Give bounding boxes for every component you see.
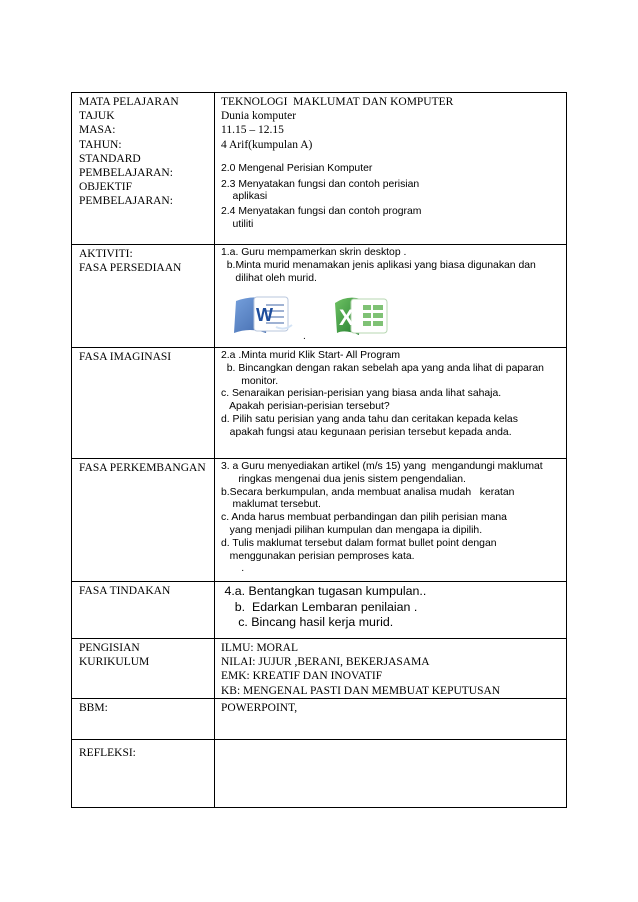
kurikulum-content <box>215 639 567 699</box>
label-aktiviti: AKTIVITI: <box>79 248 133 260</box>
refleksi-content <box>215 739 567 807</box>
standard-line: 2.4 Menyatakan fungsi dan contoh program <box>221 206 422 218</box>
stray-dot: . <box>303 331 306 343</box>
imaginasi-line: apakah fungsi atau kegunaan perisian tersebut kepada anda. <box>221 426 512 438</box>
subject-value: TEKNOLOGI MAKLUMAT DAN KOMPUTER <box>221 96 454 108</box>
aktiviti-line: 1.a. Guru mempamerkan skrin desktop . <box>221 247 407 258</box>
aktiviti-line: b.Minta murid menamakan jenis aplikasi yang biasa digunakan dan <box>221 259 536 271</box>
label-pembelajaran-1: PEMBELAJARAN: <box>79 167 173 180</box>
perkembangan-line: b.Secara berkumpulan, anda membuat analisa mudah keratan <box>221 486 515 498</box>
excel-icon <box>333 293 391 337</box>
imaginasi-line: 2.a .Minta murid Klik Start- All Program <box>221 350 401 361</box>
perkembangan-line: d. Tulis maklumat tersebut dalam format bullet point dengan <box>221 537 497 549</box>
kurikulum-labels <box>72 639 215 699</box>
row-perkembangan <box>72 459 567 582</box>
row-info <box>72 93 567 245</box>
kurikulum-line: EMK: KREATIF DAN INOVATIF <box>221 670 383 683</box>
tindakan-line: b. Edarkan Lembaran penilaian . <box>221 599 418 614</box>
kurikulum-line: KB: MENGENAL PASTI DAN MEMBUAT KEPUTUSAN <box>221 684 501 697</box>
perkembangan-line: . <box>221 563 245 575</box>
label-fasa-persediaan: FASA PERSEDIAAN <box>79 262 182 275</box>
imaginasi-content <box>215 348 567 459</box>
perkembangan-label <box>72 459 215 582</box>
label-mata-pelajaran: MATA PELAJARAN <box>79 96 179 108</box>
refleksi-label <box>72 739 215 807</box>
app-icons <box>221 293 560 343</box>
bbm-label <box>72 698 215 739</box>
time-value: 11.15 – 12.15 <box>221 124 284 137</box>
row-imaginasi <box>72 348 567 459</box>
tindakan-line: 4.a. Bentangkan tugasan kumpulan.. <box>221 584 427 598</box>
svg-text:X: X <box>339 305 354 331</box>
info-values <box>215 93 567 245</box>
imaginasi-line: Apakah perisian-perisian tersebut? <box>221 401 390 413</box>
perkembangan-line: c. Anda harus membuat perbandingan dan pilih perisian mana <box>221 512 507 524</box>
perkembangan-line: maklumat tersebut. <box>221 499 321 511</box>
imaginasi-line: c. Senaraikan perisian-perisian yang biasa anda lihat sahaja. <box>221 388 502 400</box>
row-bbm <box>72 698 567 739</box>
tindakan-content <box>215 582 567 639</box>
label-tajuk: TAJUK <box>79 110 115 123</box>
label-bbm: BBM: <box>79 701 108 714</box>
label-pengisian: PENGISIAN <box>79 642 140 654</box>
label-fasa-tindakan: FASA TINDAKAN <box>79 585 171 597</box>
kurikulum-line: ILMU: MORAL <box>221 642 298 654</box>
label-masa: MASA: <box>79 124 116 137</box>
perkembangan-line: menggunakan perisian pemproses kata. <box>221 550 415 562</box>
year-value: 4 Arif(kumpulan A) <box>221 138 313 151</box>
standard-line: aplikasi <box>221 191 268 203</box>
kurikulum-line: NILAI: JUJUR ,BERANI, BEKERJASAMA <box>221 656 430 669</box>
perkembangan-content <box>215 459 567 582</box>
label-pembelajaran-2: PEMBELAJARAN: <box>79 195 173 208</box>
label-tahun: TAHUN: <box>79 138 122 151</box>
perkembangan-line: 3. a Guru menyediakan artikel (m/s 15) yang mengandungi maklumat <box>221 461 543 472</box>
label-objektif: OBJEKTIF <box>79 181 133 194</box>
label-fasa-perkembangan: FASA PERKEMBANGAN <box>79 462 206 474</box>
standard-line: utiliti <box>221 219 254 230</box>
bbm-value: POWERPOINT, <box>221 701 298 714</box>
tindakan-line: c. Bincang hasil kerja murid. <box>221 615 394 629</box>
standard-line: 2.0 Mengenal Perisian Komputer <box>221 162 373 174</box>
row-kurikulum <box>72 639 567 699</box>
imaginasi-line: b. Bincangkan dengan rakan sebelah apa yang anda lihat di paparan <box>221 362 544 374</box>
standard-line: 2.3 Menyatakan fungsi dan contoh perisian <box>221 178 420 190</box>
lesson-plan-table <box>71 92 567 808</box>
imaginasi-line: monitor. <box>221 375 279 387</box>
label-kurikulum: KURIKULUM <box>79 656 150 669</box>
info-labels <box>72 93 215 245</box>
imaginasi-line: d. Pilih satu perisian yang anda tahu dan ceritakan kepada kelas <box>221 413 518 425</box>
svg-text:W: W <box>256 305 273 326</box>
row-tindakan <box>72 582 567 639</box>
tindakan-label <box>72 582 215 639</box>
bbm-content <box>215 698 567 739</box>
perkembangan-line: yang menjadi pilihan kumpulan dan mengapa ia dipilih. <box>221 524 483 536</box>
perkembangan-line: ringkas mengenai dua jenis sistem pengendalian. <box>221 473 466 485</box>
aktiviti-content <box>215 245 567 348</box>
word-icon <box>232 293 298 335</box>
label-refleksi: REFLEKSI: <box>79 746 136 759</box>
aktiviti-line: dilihat oleh murid. <box>221 272 317 284</box>
label-fasa-imaginasi: FASA IMAGINASI <box>79 351 172 363</box>
label-standard: STANDARD <box>79 152 141 165</box>
imaginasi-label <box>72 348 215 459</box>
row-aktiviti <box>72 245 567 348</box>
title-value: Dunia komputer <box>221 110 297 123</box>
row-refleksi <box>72 739 567 807</box>
aktiviti-labels <box>72 245 215 348</box>
